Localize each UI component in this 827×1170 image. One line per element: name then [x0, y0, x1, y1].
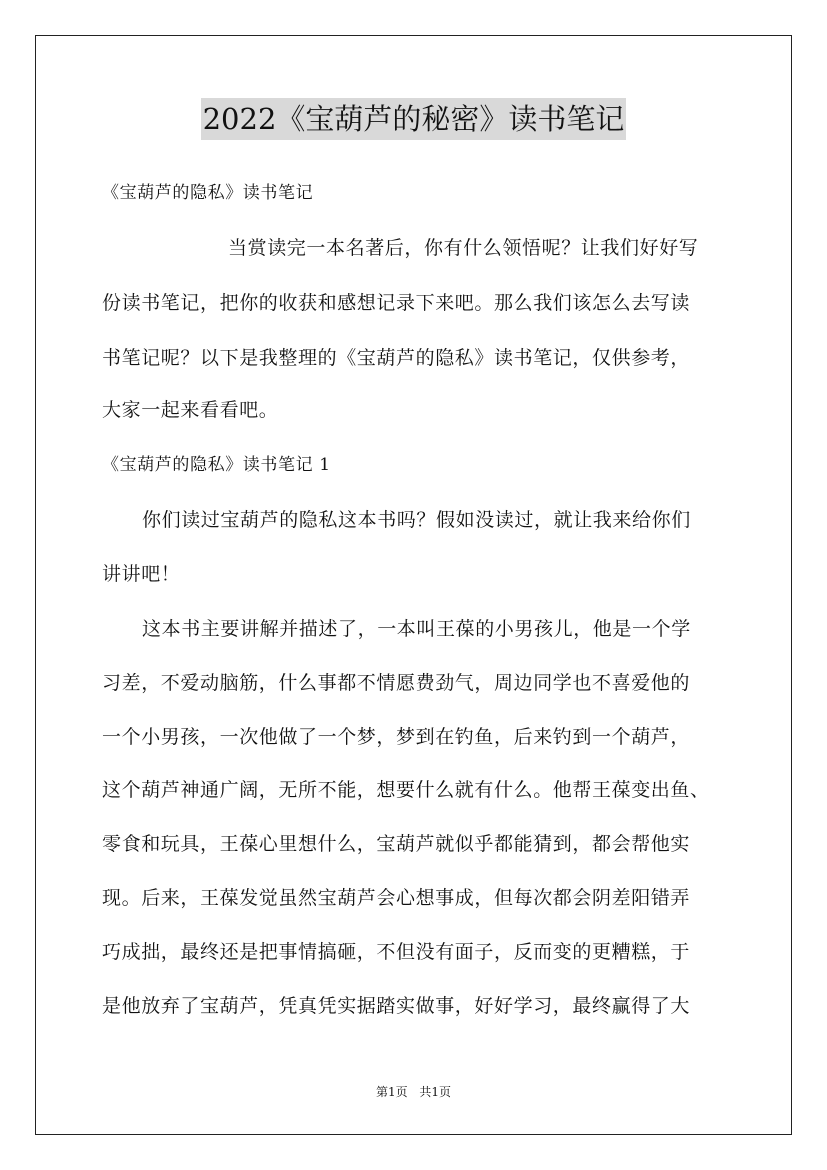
- page-footer: [0, 1084, 827, 1100]
- document-title: 2022《宝葫芦的秘密》读书笔记: [201, 98, 627, 140]
- paragraph-line: 当赏读完一本名著后，你有什么领悟呢？让我们好好写: [228, 237, 699, 259]
- paragraph-line: 一个小男孩，一次他做了一个梦，梦到在钓鱼，后来钓到一个葫芦，: [102, 726, 691, 748]
- paragraph-line: 零食和玩具，王葆心里想什么，宝葫芦就似乎都能猜到，都会帮他实: [102, 833, 691, 855]
- paragraph-line: 现。后来，王葆发觉虽然宝葫芦会心想事成，但每次都会阴差阳错弄: [102, 887, 691, 909]
- paragraph-line: 这个葫芦神通广阔，无所不能，想要什么就有什么。他帮王葆变出鱼、: [102, 779, 710, 801]
- paragraph-line: 份读书笔记，把你的收获和感想记录下来吧。那么我们该怎么去写读: [102, 292, 691, 314]
- page-number: 第1页: [375, 1085, 408, 1099]
- section-heading: 《宝葫芦的隐私》读书笔记 1: [102, 455, 331, 475]
- paragraph-line: 书笔记呢？以下是我整理的《宝葫芦的隐私》读书笔记，仅供参考，: [102, 347, 691, 369]
- paragraph-line: 习差，不爱动脑筋，什么事都不情愿费劲气，周边同学也不喜爱他的: [102, 672, 691, 694]
- paragraph-line: 巧成拙，最终还是把事情搞砸，不但没有面子，反而变的更糟糕，于: [102, 941, 691, 963]
- paragraph-line: 你们读过宝葫芦的隐私这本书吗？假如没读过，就让我来给你们: [142, 509, 691, 531]
- paragraph-line: 大家一起来看看吧。: [102, 399, 279, 421]
- page-total: 共1页: [419, 1085, 452, 1099]
- paragraph-line: 是他放弃了宝葫芦，凭真凭实据踏实做事，好好学习，最终赢得了大: [102, 995, 691, 1017]
- section-heading: 《宝葫芦的隐私》读书笔记: [102, 183, 314, 203]
- title-container: [0, 98, 827, 140]
- paragraph-line: 讲讲吧！: [102, 563, 181, 585]
- paragraph-line: 这本书主要讲解并描述了，一本叫王葆的小男孩儿，他是一个学: [142, 618, 691, 640]
